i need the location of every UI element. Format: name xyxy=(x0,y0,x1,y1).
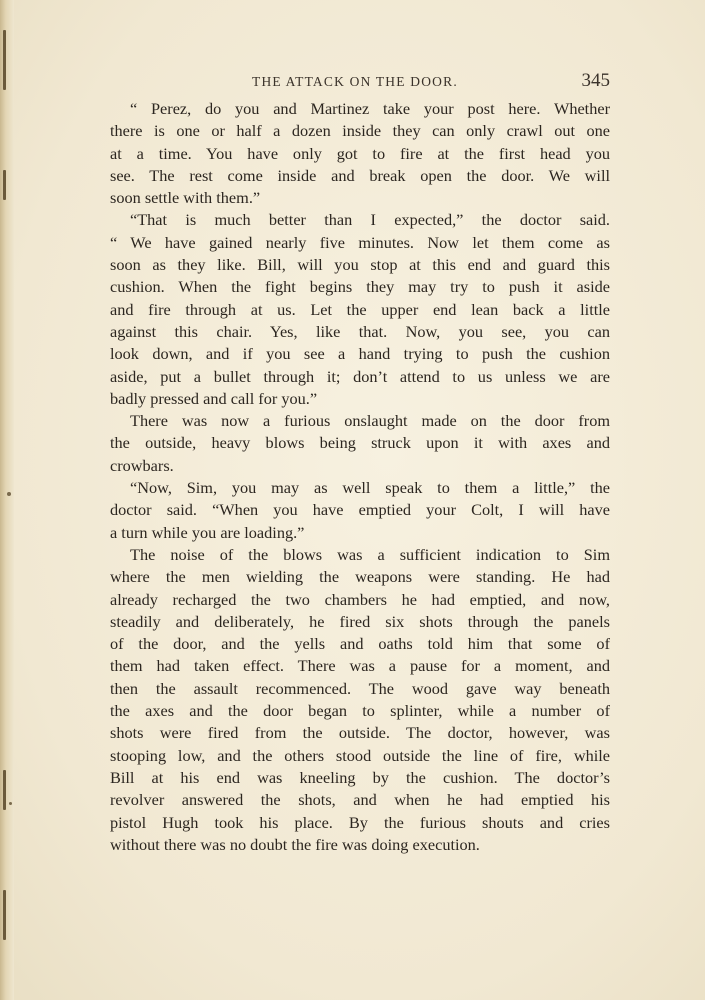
paper-speck xyxy=(7,492,11,496)
text-line: The noise of the blows was a sufficient indication to Sim xyxy=(130,544,610,564)
text-line: There was now a furious onslaught made on the door from xyxy=(130,411,610,431)
text-line: crowbars. xyxy=(110,455,174,475)
text-line: aside, put a bullet through it; don’t attend to us unless we are xyxy=(110,366,610,386)
text-line: “Now, Sim, you may as well speak to them a little,” the xyxy=(130,478,610,498)
text-line: the axes and the door began to splinter, while a number of xyxy=(110,701,610,721)
body-text xyxy=(110,98,610,856)
text-line: and fire through at us. Let the upper end lean back a little xyxy=(110,299,610,319)
text-line: see. The rest come inside and break open the door. We will xyxy=(110,165,610,185)
text-line: where the men wielding the weapons were standing. He had xyxy=(110,567,610,587)
text-line: soon settle with them.” xyxy=(110,188,261,208)
text-line: revolver answered the shots, and when he had emptied his xyxy=(110,790,610,810)
running-title: THE ATTACK ON THE DOOR. xyxy=(252,74,458,89)
text-line: “ We have gained nearly five minutes. Now let them come as xyxy=(110,232,610,252)
page-number: 345 xyxy=(581,70,610,91)
text-line: there is one or half a dozen inside they can only crawl out one xyxy=(110,121,610,141)
text-line: them had taken effect. There was a pause for a moment, and xyxy=(110,656,610,676)
text-line: “That is much better than I expected,” the doctor said. xyxy=(130,210,610,230)
text-line: at a time. You have only got to fire at the first head you xyxy=(110,143,610,163)
text-line: cushion. When the fight begins they may try to push it aside xyxy=(110,277,610,297)
page-header xyxy=(110,70,610,94)
text-line: look down, and if you see a hand trying to push the cushion xyxy=(110,344,610,364)
text-line: pistol Hugh took his place. By the furious shouts and cries xyxy=(110,812,610,832)
text-line: doctor said. “When you have emptied your Colt, I will have xyxy=(110,500,610,520)
text-line: steadily and deliberately, he fired six shots through the panels xyxy=(110,611,610,631)
text-line: badly pressed and call for you.” xyxy=(110,388,318,408)
text-line: “ Perez, do you and Martinez take your post here. Whether xyxy=(130,99,610,118)
text-line: then the assault recommenced. The wood gave way beneath xyxy=(110,678,610,698)
text-line: Bill at his end was kneeling by the cushion. The doctor’s xyxy=(110,767,610,787)
binding-mark xyxy=(3,30,6,90)
text-line: the outside, heavy blows being struck upon it with axes and xyxy=(110,433,610,453)
text-line: soon as they like. Bill, will you stop at this end and guard this xyxy=(110,255,610,275)
paper-speck xyxy=(9,802,12,805)
text-line: of the door, and the yells and oaths told him that some of xyxy=(110,634,610,654)
text-line: without there was no doubt the fire was doing execution. xyxy=(110,834,480,854)
text-line: stooping low, and the others stood outside the line of fire, while xyxy=(110,745,610,765)
text-line: already recharged the two chambers he had emptied, and now, xyxy=(110,589,610,609)
binding-mark xyxy=(3,170,6,200)
binding-mark xyxy=(3,770,6,810)
text-line: against this chair. Yes, like that. Now, you see, you can xyxy=(110,321,610,341)
text-line: a turn while you are loading.” xyxy=(110,522,305,542)
binding-mark xyxy=(3,890,6,940)
text-line: shots were fired from the outside. The doctor, however, was xyxy=(110,723,610,743)
page-binding-edge xyxy=(0,0,14,1000)
